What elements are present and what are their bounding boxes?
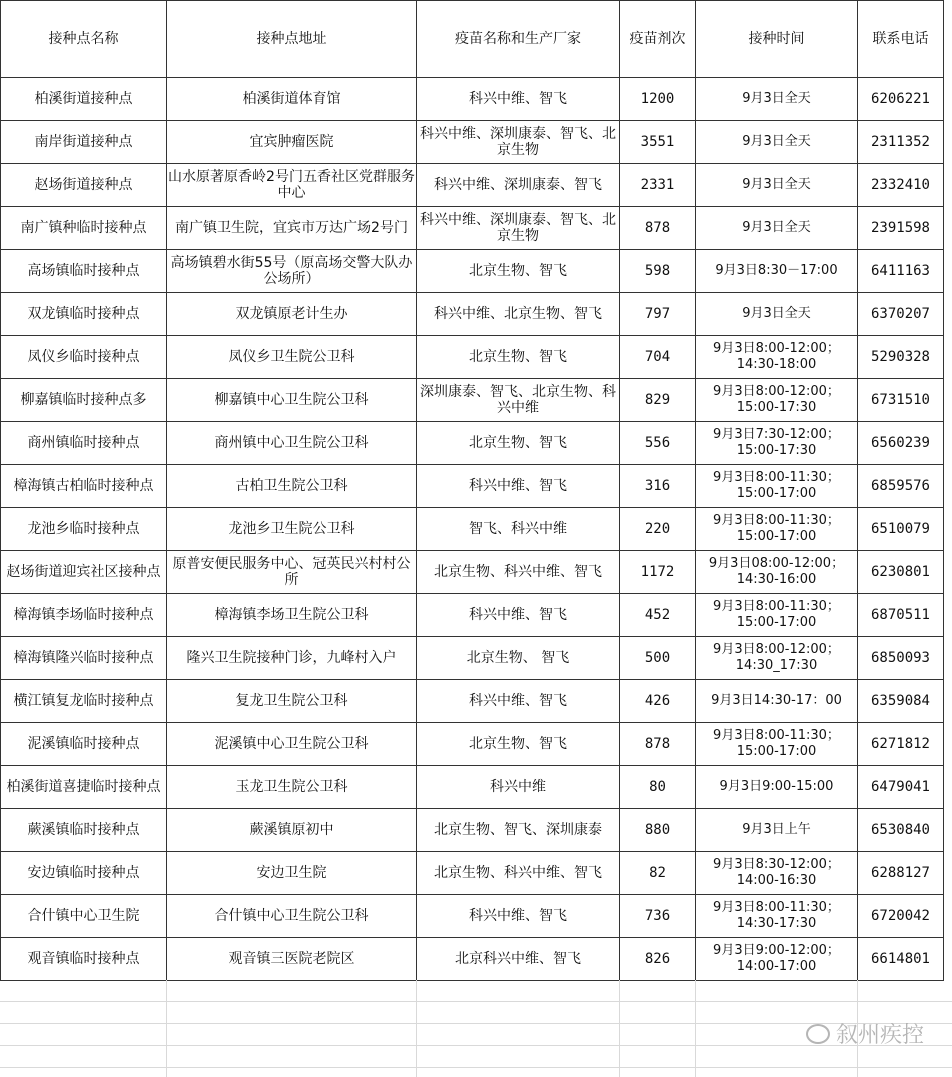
vaccine-cell: 科兴中维、深圳康泰、智飞 [417, 164, 620, 207]
site-address-cell: 柳嘉镇中心卫生院公卫科 [167, 379, 417, 422]
site-address-cell: 观音镇三医院老院区 [167, 938, 417, 981]
phone-cell: 2311352 [858, 121, 944, 164]
table-row [1, 723, 944, 766]
site-name-cell: 赵场街道迎宾社区接种点 [1, 551, 167, 594]
vaccine-cell: 科兴中维、智飞 [417, 465, 620, 508]
header-vaccine-manufacturer: 疫苗名称和生产厂家 [417, 1, 620, 78]
phone-cell: 6720042 [858, 895, 944, 938]
table-row [1, 637, 944, 680]
table-row [1, 121, 944, 164]
time-cell: 9月3日8:30－17:00 [696, 250, 858, 293]
table-row [1, 78, 944, 121]
site-name-cell: 蕨溪镇临时接种点 [1, 809, 167, 852]
vaccine-cell: 科兴中维、深圳康泰、智飞、北京生物 [417, 207, 620, 250]
site-address-cell: 古柏卫生院公卫科 [167, 465, 417, 508]
doses-cell: 452 [620, 594, 696, 637]
time-cell: 9月3日全天 [696, 164, 858, 207]
phone-cell: 6288127 [858, 852, 944, 895]
time-cell: 9月3日上午 [696, 809, 858, 852]
vaccine-cell: 科兴中维 [417, 766, 620, 809]
site-address-cell: 龙池乡卫生院公卫科 [167, 508, 417, 551]
time-cell: 9月3日全天 [696, 78, 858, 121]
vaccine-cell: 科兴中维、智飞 [417, 594, 620, 637]
site-address-cell: 合什镇中心卫生院公卫科 [167, 895, 417, 938]
table-row [1, 207, 944, 250]
time-cell: 9月3日全天 [696, 207, 858, 250]
vaccine-cell: 科兴中维、北京生物、智飞 [417, 293, 620, 336]
doses-cell: 598 [620, 250, 696, 293]
doses-cell: 500 [620, 637, 696, 680]
table-row [1, 938, 944, 981]
doses-cell: 797 [620, 293, 696, 336]
table-row [1, 594, 944, 637]
phone-cell: 6870511 [858, 594, 944, 637]
site-name-cell: 商州镇临时接种点 [1, 422, 167, 465]
vaccine-cell: 北京生物、科兴中维、智飞 [417, 852, 620, 895]
phone-cell: 6370207 [858, 293, 944, 336]
header-site-address: 接种点地址 [167, 1, 417, 78]
vaccine-cell: 科兴中维、智飞 [417, 78, 620, 121]
table-row [1, 508, 944, 551]
header-doses: 疫苗剂次 [620, 1, 696, 78]
site-name-cell: 双龙镇临时接种点 [1, 293, 167, 336]
doses-cell: 426 [620, 680, 696, 723]
phone-cell: 6859576 [858, 465, 944, 508]
site-name-cell: 樟海镇古柏临时接种点 [1, 465, 167, 508]
time-cell: 9月3日8:00-12:00；14:30_17:30 [696, 637, 858, 680]
vaccine-cell: 北京生物、智飞 [417, 422, 620, 465]
site-name-cell: 柏溪街道接种点 [1, 78, 167, 121]
vaccine-cell: 科兴中维、智飞 [417, 895, 620, 938]
time-cell: 9月3日8:00-11:30；14:30-17:30 [696, 895, 858, 938]
table-row [1, 895, 944, 938]
doses-cell: 826 [620, 938, 696, 981]
doses-cell: 880 [620, 809, 696, 852]
table-row [1, 852, 944, 895]
vaccine-cell: 北京科兴中维、智飞 [417, 938, 620, 981]
site-address-cell: 安边卫生院 [167, 852, 417, 895]
site-address-cell: 柏溪街道体育馆 [167, 78, 417, 121]
time-cell: 9月3日8:00-12:00；15:00-17:30 [696, 379, 858, 422]
site-name-cell: 凤仪乡临时接种点 [1, 336, 167, 379]
phone-cell: 6359084 [858, 680, 944, 723]
site-name-cell: 安边镇临时接种点 [1, 852, 167, 895]
phone-cell: 6271812 [858, 723, 944, 766]
site-address-cell: 泥溪镇中心卫生院公卫科 [167, 723, 417, 766]
site-name-cell: 柏溪街道喜捷临时接种点 [1, 766, 167, 809]
table-row [1, 293, 944, 336]
watermark [806, 1018, 924, 1049]
doses-cell: 316 [620, 465, 696, 508]
site-address-cell: 山水原著原香岭2号门五香社区党群服务中心 [167, 164, 417, 207]
site-name-cell: 南广镇种临时接种点 [1, 207, 167, 250]
time-cell: 9月3日9:00-15:00 [696, 766, 858, 809]
phone-cell: 6530840 [858, 809, 944, 852]
doses-cell: 80 [620, 766, 696, 809]
site-name-cell: 横江镇复龙临时接种点 [1, 680, 167, 723]
site-name-cell: 泥溪镇临时接种点 [1, 723, 167, 766]
time-cell: 9月3日8:00-11:30；15:00-17:00 [696, 508, 858, 551]
vaccine-cell: 深圳康泰、智飞、北京生物、科兴中维 [417, 379, 620, 422]
table-row [1, 336, 944, 379]
time-cell: 9月3日08:00-12:00；14:30-16:00 [696, 551, 858, 594]
phone-cell: 2332410 [858, 164, 944, 207]
site-name-cell: 柳嘉镇临时接种点多 [1, 379, 167, 422]
time-cell: 9月3日14:30-17：00 [696, 680, 858, 723]
wechat-icon [806, 1024, 830, 1044]
doses-cell: 736 [620, 895, 696, 938]
site-address-cell: 双龙镇原老计生办 [167, 293, 417, 336]
site-name-cell: 合什镇中心卫生院 [1, 895, 167, 938]
vaccine-cell: 北京生物、智飞 [417, 723, 620, 766]
time-cell: 9月3日8:00-11:30；15:00-17:00 [696, 594, 858, 637]
phone-cell: 6614801 [858, 938, 944, 981]
phone-cell: 6850093 [858, 637, 944, 680]
site-address-cell: 隆兴卫生院接种门诊，九峰村入户 [167, 637, 417, 680]
doses-cell: 878 [620, 723, 696, 766]
vaccine-cell: 智飞、科兴中维 [417, 508, 620, 551]
doses-cell: 1172 [620, 551, 696, 594]
vaccine-cell: 北京生物、智飞 [417, 250, 620, 293]
time-cell: 9月3日9:00-12:00；14:00-17:00 [696, 938, 858, 981]
table-row [1, 465, 944, 508]
site-address-cell: 樟海镇李场卫生院公卫科 [167, 594, 417, 637]
doses-cell: 829 [620, 379, 696, 422]
doses-cell: 878 [620, 207, 696, 250]
phone-cell: 5290328 [858, 336, 944, 379]
vaccine-cell: 北京生物、 智飞 [417, 637, 620, 680]
table-row [1, 766, 944, 809]
phone-cell: 6479041 [858, 766, 944, 809]
table-row [1, 809, 944, 852]
phone-cell: 6510079 [858, 508, 944, 551]
doses-cell: 704 [620, 336, 696, 379]
table-row [1, 551, 944, 594]
site-address-cell: 高场镇碧水街55号（原高场交警大队办公场所） [167, 250, 417, 293]
doses-cell: 82 [620, 852, 696, 895]
site-name-cell: 赵场街道接种点 [1, 164, 167, 207]
site-name-cell: 观音镇临时接种点 [1, 938, 167, 981]
time-cell: 9月3日全天 [696, 121, 858, 164]
site-address-cell: 凤仪乡卫生院公卫科 [167, 336, 417, 379]
doses-cell: 220 [620, 508, 696, 551]
doses-cell: 1200 [620, 78, 696, 121]
site-name-cell: 樟海镇李场临时接种点 [1, 594, 167, 637]
header-row [1, 1, 944, 78]
doses-cell: 2331 [620, 164, 696, 207]
header-site-name: 接种点名称 [1, 1, 167, 78]
phone-cell: 6230801 [858, 551, 944, 594]
watermark-text: 叙州疾控 [835, 1023, 924, 1048]
phone-cell: 6206221 [858, 78, 944, 121]
site-name-cell: 南岸街道接种点 [1, 121, 167, 164]
site-name-cell: 樟海镇隆兴临时接种点 [1, 637, 167, 680]
table-row [1, 422, 944, 465]
site-name-cell: 龙池乡临时接种点 [1, 508, 167, 551]
phone-cell: 6560239 [858, 422, 944, 465]
phone-cell: 6411163 [858, 250, 944, 293]
phone-cell: 2391598 [858, 207, 944, 250]
time-cell: 9月3日7:30-12:00；15:00-17:30 [696, 422, 858, 465]
site-address-cell: 玉龙卫生院公卫科 [167, 766, 417, 809]
vaccine-cell: 北京生物、智飞、深圳康泰 [417, 809, 620, 852]
header-time: 接种时间 [696, 1, 858, 78]
site-address-cell: 原普安便民服务中心、冠英民兴村村公所 [167, 551, 417, 594]
time-cell: 9月3日8:30-12:00；14:00-16:30 [696, 852, 858, 895]
table-row [1, 164, 944, 207]
vaccine-cell: 科兴中维、深圳康泰、智飞、北京生物 [417, 121, 620, 164]
time-cell: 9月3日全天 [696, 293, 858, 336]
table-row [1, 250, 944, 293]
time-cell: 9月3日8:00-11:30；15:00-17:00 [696, 465, 858, 508]
time-cell: 9月3日8:00-12:00；14:30-18:00 [696, 336, 858, 379]
site-address-cell: 蕨溪镇原初中 [167, 809, 417, 852]
site-name-cell: 高场镇临时接种点 [1, 250, 167, 293]
table-row [1, 379, 944, 422]
vaccine-cell: 北京生物、科兴中维、智飞 [417, 551, 620, 594]
vaccine-cell: 科兴中维、智飞 [417, 680, 620, 723]
time-cell: 9月3日8:00-11:30；15:00-17:00 [696, 723, 858, 766]
doses-cell: 556 [620, 422, 696, 465]
site-address-cell: 宜宾肿瘤医院 [167, 121, 417, 164]
phone-cell: 6731510 [858, 379, 944, 422]
vaccine-cell: 北京生物、智飞 [417, 336, 620, 379]
doses-cell: 3551 [620, 121, 696, 164]
site-address-cell: 商州镇中心卫生院公卫科 [167, 422, 417, 465]
site-address-cell: 南广镇卫生院，宜宾市万达广场2号门 [167, 207, 417, 250]
table-row [1, 680, 944, 723]
header-phone: 联系电话 [858, 1, 944, 78]
site-address-cell: 复龙卫生院公卫科 [167, 680, 417, 723]
